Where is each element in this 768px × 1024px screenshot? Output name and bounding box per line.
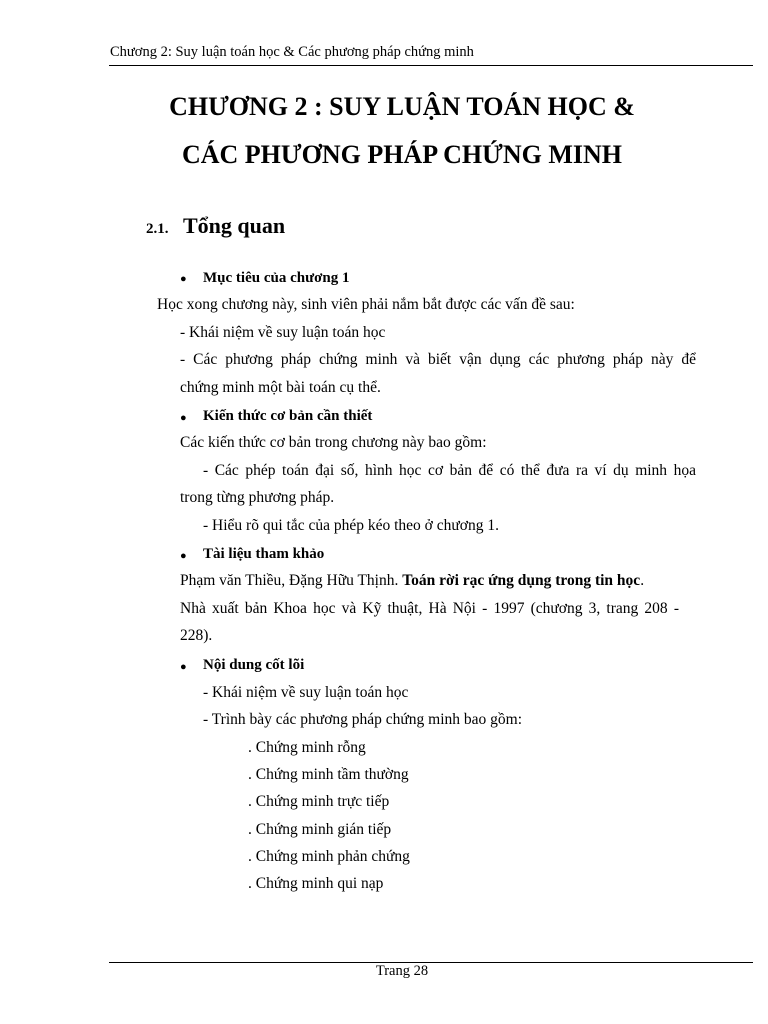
objectives-intro: Học xong chương này, sinh viên phải nắm bắt được các vấn đề sau: xyxy=(157,296,575,313)
chapter-title-line-1: CHƯƠNG 2 : SUY LUẬN TOÁN HỌC & xyxy=(169,92,635,121)
prerequisites-item-1-line-1: - Các phép toán đại số, hình học cơ bản để có thể đưa ra ví dụ minh họa xyxy=(203,462,696,479)
objectives-item-2-line-2: chứng minh một bài toán cụ thể. xyxy=(180,379,381,396)
objectives-item-1: - Khái niệm về suy luận toán học xyxy=(180,324,386,341)
method-list-item: . Chứng minh tầm thường xyxy=(248,766,409,783)
references-heading: Tài liệu tham khảo xyxy=(203,546,325,562)
method-list-item: . Chứng minh rỗng xyxy=(248,739,366,756)
bullet-icon: ● xyxy=(180,412,187,424)
method-list-item: . Chứng minh gián tiếp xyxy=(248,821,392,838)
prerequisites-heading: Kiến thức cơ bản cần thiết xyxy=(203,408,373,424)
core-content-item-1: - Khái niệm về suy luận toán học xyxy=(203,684,409,701)
references-publisher-line-2: 228). xyxy=(180,627,213,644)
references-period: . xyxy=(640,572,645,589)
prerequisites-item-2: - Hiểu rõ qui tắc của phép kéo theo ở chương 1. xyxy=(203,517,499,534)
objectives-heading: Mục tiêu của chương 1 xyxy=(203,270,350,286)
bullet-icon: ● xyxy=(180,661,187,673)
references-book-title: Toán rời rạc ứng dụng trong tin học xyxy=(402,572,641,589)
core-content-item-2: - Trình bày các phương pháp chứng minh bao gồm: xyxy=(203,711,523,728)
method-list-item: . Chứng minh trực tiếp xyxy=(248,793,390,810)
method-list-item: . Chứng minh qui nạp xyxy=(248,875,384,892)
section-title: Tổng quan xyxy=(183,213,286,238)
core-content-heading: Nội dung cốt lõi xyxy=(203,657,305,673)
references-authors: Phạm văn Thiều, Đặng Hữu Thịnh. xyxy=(180,572,403,589)
prerequisites-item-1-line-2: trong từng phương pháp. xyxy=(180,489,335,506)
section-number: 2.1. xyxy=(146,221,169,237)
running-header: Chương 2: Suy luận toán học & Các phương pháp chứng minh xyxy=(110,44,474,60)
prerequisites-intro: Các kiến thức cơ bản trong chương này bao gồm: xyxy=(180,434,487,451)
references-publisher-line-1: Nhà xuất bản Khoa học và Kỹ thuật, Hà Nội - 1997 (chương 3, trang 208 - xyxy=(180,600,679,617)
bullet-icon: ● xyxy=(180,550,187,562)
bullet-icon: ● xyxy=(180,273,187,285)
references-citation xyxy=(180,572,644,590)
method-list-item: . Chứng minh phản chứng xyxy=(248,848,410,865)
header-rule xyxy=(109,65,753,66)
page-number: Trang 28 xyxy=(375,963,429,979)
chapter-title-line-2: CÁC PHƯƠNG PHÁP CHỨNG MINH xyxy=(181,140,623,169)
objectives-item-2-line-1: - Các phương pháp chứng minh và biết vận dụng các phương pháp này để xyxy=(180,351,696,368)
